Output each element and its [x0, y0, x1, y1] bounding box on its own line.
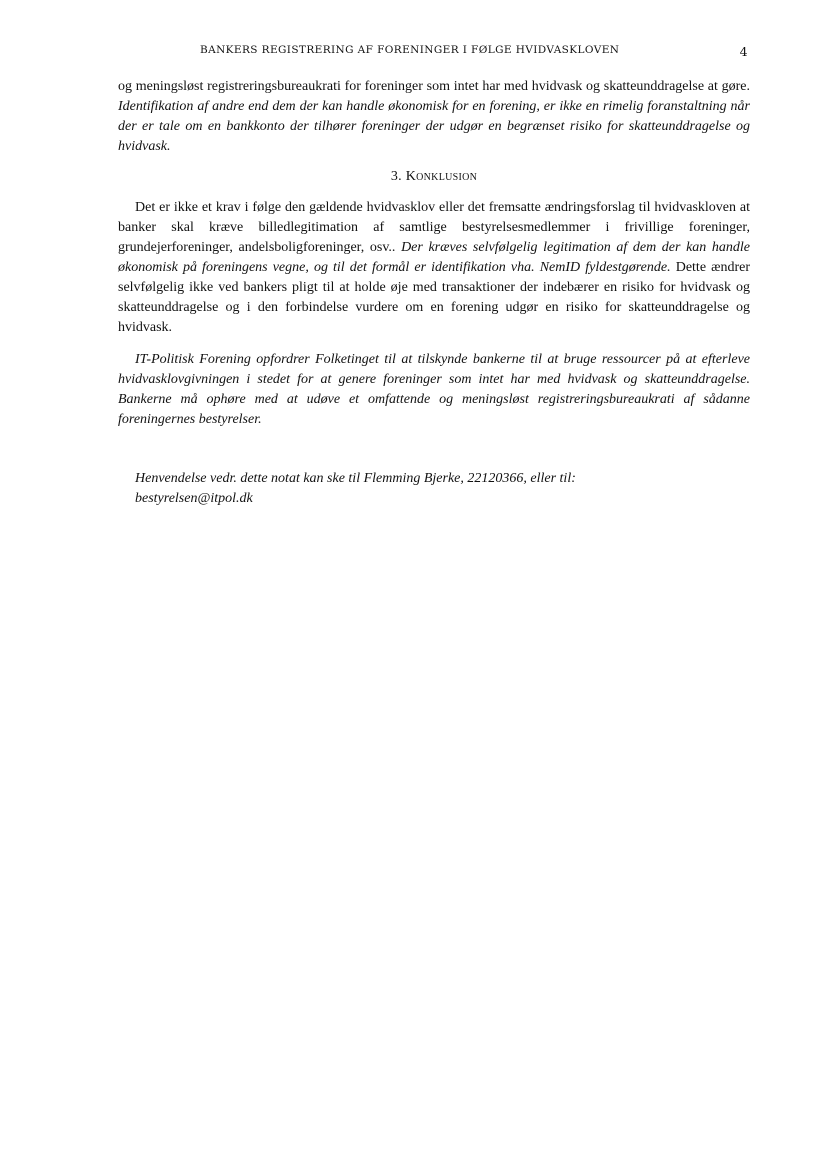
paragraph-continuation: [118, 77, 750, 157]
paragraph-conclusion: [118, 198, 750, 338]
running-header-title: BANKERS REGISTRERING AF FORENINGER I FØLGE HVIDVASKLOVEN: [200, 44, 620, 56]
paragraph-emphasis: Der kræves selvfølgelig legitimation af dem der kan handle økonomisk på foreningens vegne, og til det formål er identifikation vha. NemID fyldestgørende.: [118, 240, 751, 275]
paragraph-text: Det er ikke et krav i følge den gældende hvidvasklov eller det fremsatte ændringsforslag til hvidvaskloven at banker skal kræve billedlegitimation af samtlige bestyrelsesmedlemmer i frivillige foreninger, grundejerforeninger, andelsboligforeninger, osv..: [118, 200, 750, 255]
contact-note: [135, 469, 750, 509]
paragraph-emphasis: IT-Politisk Forening opfordrer Folketinget til at tilskynde bankerne til at bruge ressourcer på at efterleve hvidvasklovgivningen i stedet for at genere foreninger som intet har med hvidvask og skatteunddragelse. Bankerne må ophøre med at udøve et omfattende og meningsløst registreringsbureaukrati af sådanne foreningernes bestyrelser.: [118, 352, 750, 427]
paragraph-text: Dette ændrer selvfølgelig ikke ved bankers pligt til at holde øje med transaktioner der indebærer en risiko for hvidvask og skatteunddragelse og i den forbindelse vurdere om en forening udgør en risiko for skatteunddragelse og hvidvask.: [118, 260, 750, 335]
contact-email: bestyrelsen@itpol.dk: [135, 491, 253, 506]
page-number: 4: [739, 44, 748, 59]
contact-line: Henvendelse vedr. dette notat kan ske til Flemming Bjerke, 22120366, eller til:: [135, 471, 576, 486]
paragraph-emphasis: Identifikation af andre end dem der kan handle økonomisk for en forening, er ikke en rimelig foranstaltning når der er tale om en bankkonto der tilhører foreninger der udgør en begrænset risiko for skatteunddragelse og hvidvask.: [118, 99, 750, 154]
paragraph-text: og meningsløst registreringsbureaukrati for foreninger som intet har med hvidvask og skatteunddragelse at gøre.: [118, 79, 750, 94]
paragraph-appeal: [118, 350, 750, 430]
section-heading: 3. Konklusion: [390, 169, 478, 184]
